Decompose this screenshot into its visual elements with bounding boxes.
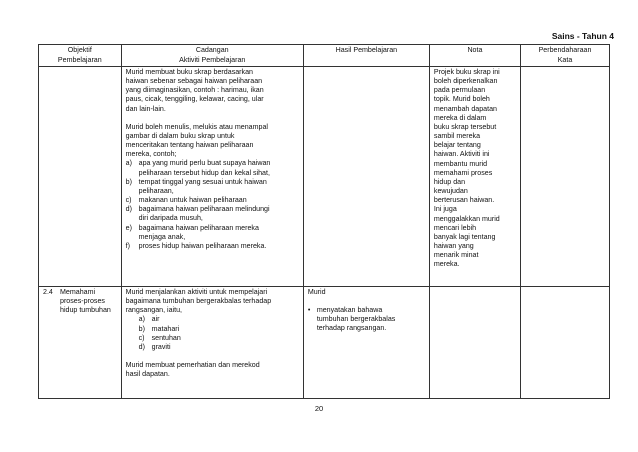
row1-objective-cell [39, 67, 122, 287]
list-marker: c) [138, 333, 145, 342]
row1-activity-paragraph-2: Murid boleh menulis, melukis atau menampal gambar di dalam buku skrap untuk menceritakan tentang haiwan peliharaan mereka, contoh; [125, 122, 268, 159]
row2-objective-cell [39, 287, 122, 399]
list-item [139, 334, 299, 343]
list-marker: b) [125, 177, 132, 186]
header-objektif-line1: Objektif [67, 46, 92, 54]
header-objektif [39, 45, 122, 67]
list-item [139, 325, 299, 334]
row2-outcome-item: menyatakan bahawa tumbuhan bergerakbalas terhadap rangsangan. [316, 306, 396, 333]
list-marker: a) [125, 159, 132, 168]
list-item [126, 242, 299, 251]
header-hasil [303, 45, 429, 67]
document-header-title: Sains - Tahun 4 [551, 31, 614, 41]
header-perbendaharaan [520, 45, 609, 67]
list-item [139, 343, 299, 352]
list-item-text: air [151, 315, 160, 324]
row2-nota-cell [429, 287, 520, 399]
list-marker: f) [125, 241, 130, 250]
row1-activity-cell [121, 67, 303, 287]
list-item [126, 159, 299, 177]
list-item [126, 205, 299, 223]
list-item-text: proses hidup haiwan peliharaan mereka. [138, 241, 267, 250]
table-header-row [39, 45, 610, 67]
row2-activity-cell [121, 287, 303, 399]
header-cadangan-line2: Aktiviti Pembelajaran [179, 55, 246, 64]
bullet-marker: • [307, 306, 311, 315]
header-nota-line1: Nota [467, 46, 483, 54]
list-item [139, 315, 299, 324]
row1-activity-paragraph-1: Murid membuat buku skrap berdasarkan haiwan sebenar sebagai haiwan peliharaan yang diimaginasikan, contoh : harimau, ikan paus, cicak, tenggiling, kelawar, cacing, ular dan lain-lain. [125, 68, 264, 113]
row2-activity-paragraph-1: Murid menjalankan aktiviti untuk mempelajari bagaimana tumbuhan bergerakbalas terhadap rangsangan, iaitu, [125, 288, 272, 315]
row2-activity-paragraph-2: Murid membuat pemerhatian dan merekod hasil dapatan. [125, 361, 260, 379]
header-objektif-line2: Pembelajaran [57, 55, 102, 64]
list-item-text: matahari [151, 324, 180, 333]
table-row [39, 67, 610, 287]
header-hasil-line1: Hasil Pembelajaran [335, 46, 398, 54]
objective-number: 2.4 [43, 288, 53, 296]
objective-text: Memahami proses-proses hidup tumbuhan [60, 288, 111, 315]
list-marker: c) [125, 196, 132, 205]
table-row [39, 287, 610, 399]
row1-outcome-cell [303, 67, 429, 287]
row2-outcome-cell [303, 287, 429, 399]
header-cadangan-line1: Cadangan [195, 46, 229, 54]
list-item-text: makanan untuk haiwan peliharaan [138, 196, 247, 205]
list-item-text: sentuhan [151, 333, 181, 342]
list-item-text: tempat tinggal yang sesuai untuk haiwan peliharaan, [138, 177, 267, 195]
header-nota [429, 45, 520, 67]
row2-objective [43, 288, 117, 315]
page-number: 20 [314, 404, 324, 413]
list-marker: d) [125, 205, 132, 214]
list-marker: b) [138, 324, 145, 333]
list-item-text: bagaimana haiwan peliharaan mereka menjaga anak, [138, 223, 259, 241]
list-item-text: bagaimana haiwan peliharaan melindungi diri daripada musuh, [138, 205, 270, 223]
list-item-text: graviti [151, 342, 171, 351]
row1-nota-text: Projek buku skrap ini boleh diperkenalkan pada permulaan topik. Murid boleh menambah dapatan mereka di dalam buku skrap tersebut sambil mereka belajar tentang haiwan. Aktiviti ini membantu murid memahami proses hidup dan kewujudan berterusan haiwan. Ini juga menggalakkan murid mencari lebih banyak lagi tentang haiwan yang menarik minat mereka. [433, 68, 500, 269]
row1-nota-cell [429, 67, 520, 287]
header-perbendaharaan-line2: Kata [557, 55, 573, 64]
list-item [126, 178, 299, 196]
row1-activity-list [126, 159, 299, 251]
header-perbendaharaan-line1: Perbendaharaan [538, 46, 592, 54]
list-item [126, 196, 299, 205]
row2-activity-list [126, 315, 299, 352]
row2-outcome-lead: Murid [307, 288, 326, 296]
row2-vocabulary-cell [520, 287, 609, 399]
row1-vocabulary-cell [520, 67, 609, 287]
list-marker: e) [125, 223, 132, 232]
list-item [308, 306, 425, 333]
header-cadangan [121, 45, 303, 67]
list-marker: d) [138, 342, 145, 351]
list-marker: a) [138, 315, 145, 324]
list-item-text: apa yang murid perlu buat supaya haiwan peliharaan tersebut hidup dan kekal sihat, [138, 159, 271, 177]
list-item [126, 224, 299, 242]
lesson-plan-table [38, 44, 610, 399]
